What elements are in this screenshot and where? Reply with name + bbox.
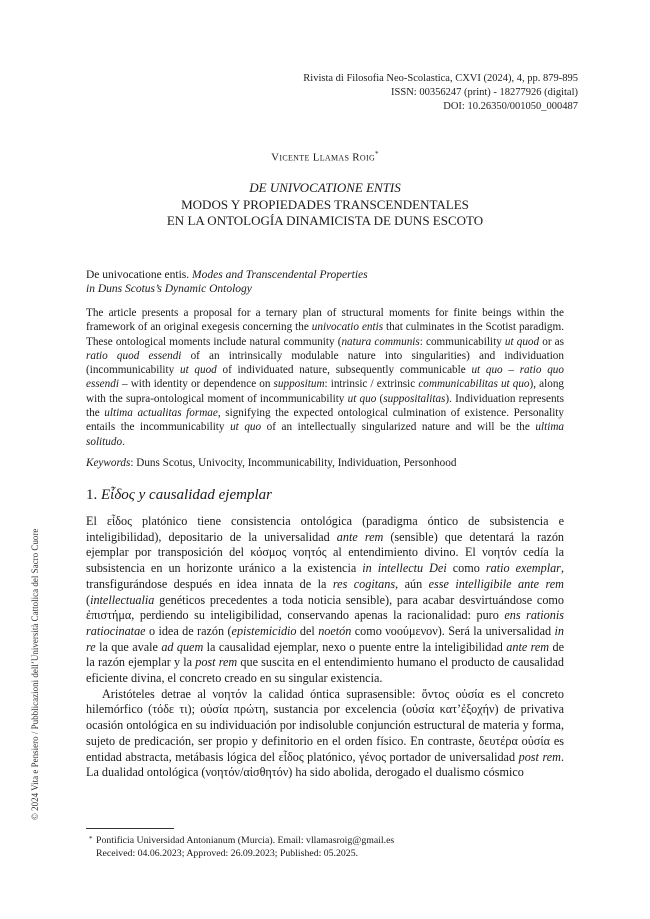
copyright-text: © 2024 Vita e Pensiero / Pubblicazioni dell’Università Cattolica del Sacro Cuore (30, 528, 40, 820)
text-run: Aristóteles detrae al νοητόν la calidad óntica suprasensible: ὄντος οὐσία es el concreto hilemórfico (τόδε τι); οὐσία πρώτη, sustancia por excelencia (οὐσία κατ’ἐξοχήν) de privativa ocasión ontológica en su individuación por indisoluble conjunción estructural de materia y forma, sujeto de predicación, ser propio y definitorio en el orden físico. En contraste, δευτέρα οὐσία es entidad abstracta, metábasis lógica del εἶδος platónico, γένος portador de universalidad (86, 686, 564, 764)
text-run: of individuated nature, subsequently communicable (216, 364, 472, 377)
text-run: genéticos precedentes a toda noticia sensible), para acabar desvirtuándose como ἐπιστήμα, perdiendo su inteligibilidad, conservando apenas la racionalidad: puro (86, 592, 564, 623)
title-line-2: EN LA ONTOLOGÍA DINAMICISTA DE DUNS ESCOTO (166, 213, 484, 228)
italic-run: noetón (318, 623, 352, 638)
footnote (86, 834, 564, 860)
italic-run: in re (86, 623, 564, 654)
english-title-lead: De univocatione entis. (86, 269, 190, 281)
italic-run: suppositalitas (383, 392, 446, 405)
keywords-list: : Duns Scotus, Univocity, Incommunicability, Individuation, Personhood (130, 457, 457, 469)
text-run: – with identity or dependence on (118, 378, 274, 391)
text-run: . La dualidad ontológica (νοητόν/αἰσθητόν) ha sido abolida, derogado el dualismo cósmico (86, 749, 564, 780)
italic-run: communicabilitas ut quo (418, 378, 530, 391)
text-run: , transfigurándose después en idea innata de la (86, 561, 564, 591)
journal-citation: Rivista di Filosofia Neo-Scolastica, CXVI (2024), 4, pp. 879-895 (303, 73, 578, 84)
title-line-1: MODOS Y PROPIEDADES TRANSCENDENTALES (181, 197, 469, 212)
italic-run: ante rem (506, 639, 550, 654)
text-run: o idea de razón ( (145, 623, 232, 638)
italic-run: univocatio entis (311, 321, 384, 334)
body-text (86, 514, 564, 781)
author-text: Vicente Llamas Roig (271, 151, 376, 164)
text-run: la causalidad ejemplar, nexo o puente entre la inteligibilidad (203, 639, 507, 654)
italic-run: post rem (518, 749, 561, 764)
italic-run: ut quo (230, 421, 262, 434)
text-run: or as (539, 335, 564, 348)
text-run: . (122, 435, 125, 448)
text-run: ( (376, 392, 384, 405)
title-latin: DE UNIVOCATIONE ENTIS (249, 180, 401, 195)
copyright-side-text (28, 500, 42, 820)
text-run: como (446, 561, 486, 576)
italic-run: ultima actualitas formae (104, 407, 218, 420)
italic-run: natura communis (341, 335, 420, 348)
journal-header (303, 72, 578, 114)
text-run: , signifying the expected ontological culmination of existence. Personality entails the incommunicability (86, 407, 565, 434)
text-run: que suscita en el entendimiento humano el producto de causalidad eficiente divina, el concreto creado en su singular existencia. (86, 655, 564, 686)
paragraph-2 (86, 687, 564, 781)
author-footnote-mark: * (375, 150, 379, 158)
italic-run: ante rem (336, 529, 384, 544)
footnote-affiliation (89, 834, 564, 847)
author-name (0, 150, 650, 164)
footnote-rule (86, 828, 174, 829)
section-heading (86, 487, 272, 504)
text-run: The article presents a proposal for a ternary plan of structural moments for finite beings within the framework of an original exegesis concerning the (86, 307, 564, 334)
section-number: 1. (86, 487, 101, 503)
italic-run: ut quo (347, 392, 377, 405)
text-run: (sensible) que detentará la razón ejemplar por transposición del κόσμος νοητός al entendimiento divino. El νοητόν cedía la subsistencia en un horizonte uránico a la existencia (86, 529, 565, 576)
text-run: de la razón ejemplar y la (86, 639, 564, 670)
italic-run: epistemicidio (231, 623, 297, 638)
italic-run: res cogitans (332, 576, 396, 591)
footnote-line-1: Pontificia Universidad Antonianum (Murcia). Email: vllamasroig@gmail.es (96, 835, 395, 846)
italic-run: in intellectu Dei (362, 561, 447, 576)
italic-run: ut quod (179, 364, 217, 377)
italic-run: ad quem (161, 639, 204, 654)
text-run: ( (86, 592, 91, 607)
text-run: del (296, 623, 319, 638)
english-title-rest-1: Modes and Transcendental Properties (192, 269, 368, 281)
doi: DOI: 10.26350/001050_000487 (443, 101, 578, 112)
section-title: Εἶδος y causalidad ejemplar (101, 487, 272, 503)
text-run: of an intrinsically modulable nature into singularities) and individuation (incommunicability (86, 349, 564, 377)
italic-run: ut quo – ratio quo essendi (86, 364, 564, 391)
italic-run: intellectualia (90, 592, 155, 607)
text-run: la que avale (95, 639, 162, 654)
abstract (86, 306, 564, 449)
italic-run: suppositum (273, 378, 325, 391)
italic-run: post rem (195, 655, 238, 670)
text-run: : intrinsic / extrinsic (324, 378, 419, 391)
italic-run: ut quod (504, 335, 540, 348)
paragraph-1 (86, 514, 564, 687)
italic-run: ens rationis ratiocinatae (86, 608, 564, 638)
keywords-label: Keywords (86, 457, 131, 469)
footnote-dates: Received: 04.06.2023; Approved: 26.09.2023; Published: 05.2025. (96, 848, 359, 859)
english-title (86, 268, 586, 296)
keywords (86, 456, 564, 470)
text-run: : communicability (419, 335, 505, 348)
text-run: , aún (395, 576, 429, 591)
italic-run: esse intelligibile ante rem (428, 576, 564, 591)
italic-run: ratio quod essendi (86, 349, 182, 362)
text-run: El εἶδος platónico tiene consistencia ontológica (paradigma óntico de subsistencia e inteligibilidad), depositario de la universalidad (86, 514, 564, 544)
italic-run: ratio exemplar (485, 561, 561, 576)
text-run: of an intellectually singularized nature and will be the (261, 421, 536, 434)
english-title-rest-2: in Duns Scotus’s Dynamic Ontology (86, 283, 252, 295)
issn: ISSN: 00356247 (print) - 18277926 (digital) (391, 87, 578, 98)
text-run: ). Individuation represents the (86, 392, 564, 420)
text-run: that culminates in the Scotist paradigm. These ontological moments include natural community ( (86, 321, 564, 348)
text-run: como νοούμενον). Será la universalidad (351, 623, 555, 638)
text-run: ), along with the supra-ontological moment of incommunicability (86, 378, 565, 405)
italic-run: ultima solitudo (86, 421, 564, 448)
footnote-mark: * (89, 835, 93, 843)
